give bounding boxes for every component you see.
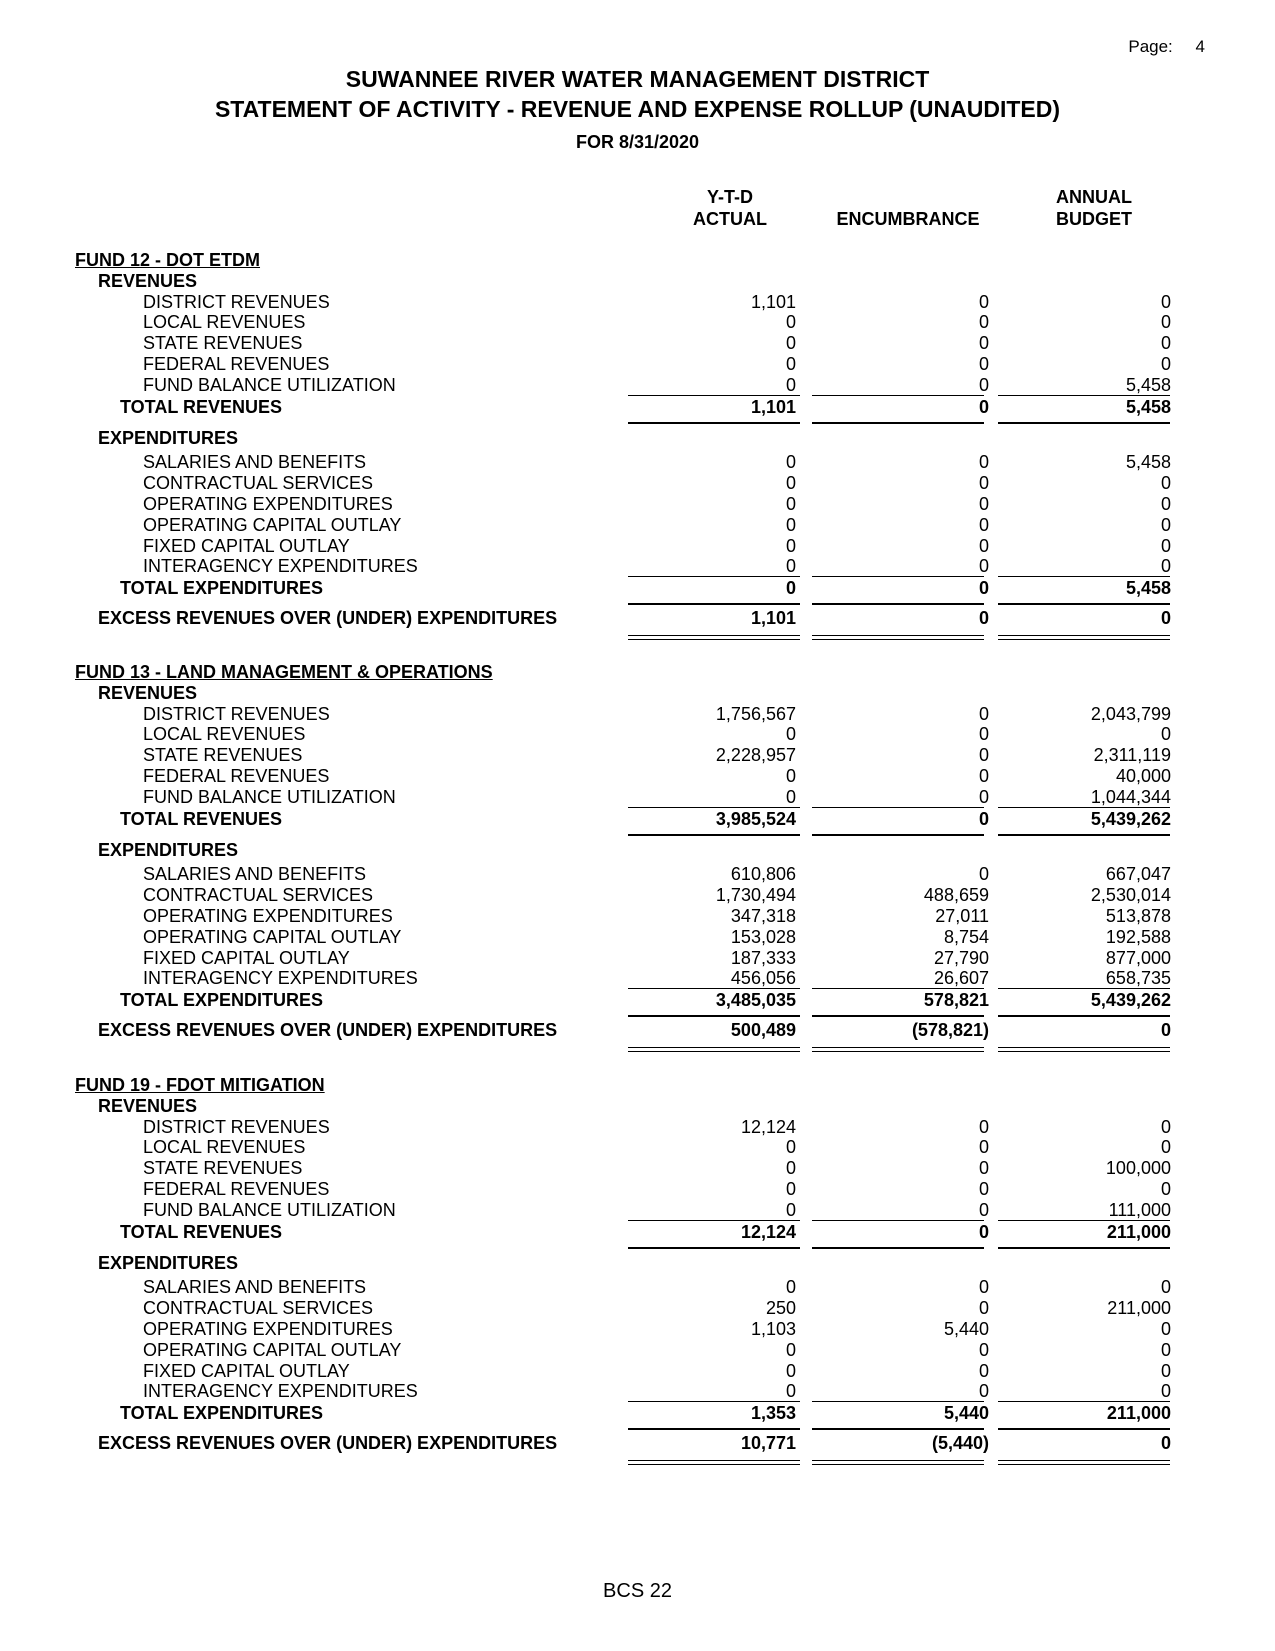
fund-heading (0, 250, 1275, 271)
annual-budget-value: 0 (1160, 333, 1171, 354)
total-expenditures-row (0, 990, 1275, 1011)
expenditure-row (0, 1298, 1275, 1319)
expenditure-row (0, 1381, 1275, 1402)
expenditure-row (0, 473, 1275, 494)
revenue-row-label: LOCAL REVENUES (143, 1137, 306, 1158)
revenue-row (0, 354, 1275, 375)
encumbrance-value: (578,821) (911, 1020, 989, 1041)
underline-rule (628, 1220, 800, 1221)
ytd-actual-value: 10,771 (740, 1433, 796, 1454)
expenditures-heading (0, 840, 1275, 861)
annual-budget-value: 5,458 (1125, 396, 1171, 417)
encumbrance-value: 488,659 (923, 885, 989, 906)
annual-budget-value: 5,458 (1125, 578, 1171, 599)
encumbrance-value: 0 (978, 1277, 989, 1298)
annual-budget-value: 0 (1160, 1179, 1171, 1199)
annual-budget-value: 0 (1160, 724, 1171, 745)
annual-budget-value: 0 (1160, 1116, 1171, 1137)
excess-revenues-row-label: EXCESS REVENUES OVER (UNDER) EXPENDITURES (98, 1020, 558, 1041)
expenditure-row (0, 515, 1275, 536)
ytd-actual-value: 0 (785, 333, 796, 354)
annual-budget-value: 211,000 (1106, 1403, 1171, 1424)
column-header-budget-line1: ANNUAL (1056, 187, 1132, 207)
encumbrance-value: 0 (978, 608, 989, 629)
ytd-actual-value: 0 (785, 786, 796, 807)
ytd-actual-value: 187,333 (730, 947, 796, 968)
column-header-ytd-line2: ACTUAL (693, 209, 767, 229)
annual-budget-value: 5,439,262 (1090, 808, 1171, 829)
total-expenditures-row-label: TOTAL EXPENDITURES (120, 990, 324, 1011)
underline-rule (628, 1015, 800, 1017)
total-revenues-row-label: TOTAL REVENUES (120, 396, 283, 417)
ytd-actual-value: 0 (785, 452, 796, 473)
underline-rule (998, 988, 1170, 989)
encumbrance-value: 0 (978, 333, 989, 354)
underline-rule (812, 807, 984, 808)
annual-budget-value: 0 (1160, 608, 1171, 629)
underline-rule (998, 1460, 1170, 1461)
encumbrance-value: 0 (978, 556, 989, 577)
excess-revenues-row-label: EXCESS REVENUES OVER (UNDER) EXPENDITURES (98, 1433, 558, 1454)
column-header-enc-line2: ENCUMBRANCE (836, 209, 980, 229)
revenue-row-label: DISTRICT REVENUES (143, 291, 330, 312)
underline-rule (812, 422, 984, 424)
underline-rule (998, 807, 1170, 808)
annual-budget-value: 1,044,344 (1090, 786, 1171, 807)
report-subtitle: STATEMENT OF ACTIVITY - REVENUE AND EXPENSE ROLLUP (UNAUDITED) (214, 96, 1061, 122)
underline-rule (998, 1047, 1170, 1048)
encumbrance-value: 0 (978, 1179, 989, 1199)
annual-budget-value: 111,000 (1108, 1199, 1171, 1220)
encumbrance-value: 0 (978, 1199, 989, 1220)
excess-revenues-row (0, 1433, 1275, 1454)
expenditure-row-label: INTERAGENCY EXPENDITURES (143, 556, 418, 577)
total-revenues-row (0, 809, 1275, 830)
report-date: FOR 8/31/2020 (575, 132, 700, 152)
revenue-row-label: FEDERAL REVENUES (143, 354, 330, 374)
revenue-row-label: LOCAL REVENUES (143, 724, 306, 745)
underline-rule (812, 639, 984, 640)
encumbrance-value: 0 (978, 312, 989, 333)
underline-rule (998, 1401, 1170, 1402)
underline-rule (998, 422, 1170, 424)
expenditures-heading (0, 1253, 1275, 1274)
ytd-actual-value: 0 (785, 354, 796, 374)
underline-rule (812, 395, 984, 396)
ytd-actual-value: 0 (785, 556, 796, 577)
total-expenditures-row-label: TOTAL EXPENDITURES (120, 1403, 324, 1424)
revenue-row (0, 745, 1275, 766)
encumbrance-value: 27,790 (933, 947, 989, 968)
expenditure-row (0, 536, 1275, 557)
encumbrance-value: 27,011 (935, 906, 989, 926)
annual-budget-value: 0 (1160, 473, 1171, 494)
fund-heading-label: FUND 13 - LAND MANAGEMENT & OPERATIONS (75, 662, 493, 682)
underline-rule (812, 1464, 984, 1465)
revenue-row (0, 333, 1275, 354)
underline-rule (628, 988, 800, 989)
expenditure-row-label: INTERAGENCY EXPENDITURES (143, 1381, 418, 1402)
expenditure-row-label: FIXED CAPITAL OUTLAY (143, 1360, 350, 1381)
annual-budget-value: 211,000 (1107, 1298, 1171, 1319)
underline-rule (998, 1220, 1170, 1221)
underline-rule (998, 635, 1170, 636)
underline-rule (628, 422, 800, 424)
revenue-row (0, 724, 1275, 745)
ytd-actual-value: 0 (785, 766, 796, 786)
expenditure-row (0, 452, 1275, 473)
underline-rule (998, 603, 1170, 605)
fund-heading (0, 1075, 1275, 1096)
ytd-actual-value: 500,489 (730, 1020, 796, 1041)
underline-rule (998, 639, 1170, 640)
ytd-actual-value: 0 (785, 535, 796, 556)
ytd-actual-value: 610,806 (730, 864, 796, 885)
expenditure-row (0, 1361, 1275, 1382)
annual-budget-value: 192,588 (1105, 926, 1171, 947)
expenditure-row-label: OPERATING EXPENDITURES (143, 494, 393, 514)
page-label: Page: (1128, 37, 1173, 56)
annual-budget-value: 5,458 (1125, 374, 1171, 395)
ytd-actual-value: 3,485,035 (715, 990, 796, 1011)
ytd-actual-value: 1,756,567 (715, 703, 796, 724)
expenditure-row (0, 1340, 1275, 1361)
total-expenditures-row (0, 1403, 1275, 1424)
expenditure-row (0, 1319, 1275, 1340)
revenue-row (0, 766, 1275, 787)
encumbrance-value: 0 (978, 535, 989, 556)
ytd-actual-value: 0 (785, 1199, 796, 1220)
underline-rule (628, 1464, 800, 1465)
ytd-actual-value: 0 (785, 1360, 796, 1381)
underline-rule (628, 395, 800, 396)
annual-budget-value: 877,000 (1105, 947, 1171, 968)
revenue-row (0, 312, 1275, 333)
expenditure-row-label: CONTRACTUAL SERVICES (143, 1298, 374, 1319)
revenues-heading (0, 271, 1275, 292)
encumbrance-value: 0 (978, 578, 989, 599)
fund-heading (0, 662, 1275, 683)
revenue-row-label: FUND BALANCE UTILIZATION (143, 786, 396, 807)
encumbrance-value: 0 (978, 1137, 989, 1158)
total-revenues-row-label: TOTAL REVENUES (120, 1221, 283, 1242)
underline-rule (812, 1047, 984, 1048)
ytd-actual-value: 0 (785, 1137, 796, 1158)
encumbrance-value: 0 (978, 494, 989, 514)
revenue-row (0, 1117, 1275, 1138)
underline-rule (628, 635, 800, 636)
ytd-actual-value: 347,318 (730, 906, 796, 926)
expenditure-row-label: OPERATING CAPITAL OUTLAY (143, 926, 402, 947)
ytd-actual-value: 0 (785, 1339, 796, 1360)
ytd-actual-value: 0 (785, 312, 796, 333)
encumbrance-value: 0 (978, 786, 989, 807)
revenue-row-label: FUND BALANCE UTILIZATION (143, 374, 396, 395)
annual-budget-value: 0 (1160, 1339, 1171, 1360)
ytd-actual-value: 0 (785, 473, 796, 494)
encumbrance-value: (5,440) (931, 1433, 989, 1454)
underline-rule (812, 1460, 984, 1461)
total-expenditures-row (0, 578, 1275, 599)
expenditure-row-label: OPERATING EXPENDITURES (143, 1319, 393, 1339)
underline-rule (628, 1460, 800, 1461)
annual-budget-value: 0 (1160, 1137, 1171, 1158)
expenditure-row-label: CONTRACTUAL SERVICES (143, 885, 374, 906)
ytd-actual-value: 0 (785, 1381, 796, 1402)
encumbrance-value: 8,754 (943, 926, 989, 947)
encumbrance-value: 0 (978, 1339, 989, 1360)
revenues-heading-label: REVENUES (98, 682, 198, 703)
underline-rule (812, 1428, 984, 1430)
ytd-actual-value: 12,124 (740, 1221, 796, 1242)
revenue-row-label: STATE REVENUES (143, 1158, 303, 1179)
expenditure-row-label: OPERATING CAPITAL OUTLAY (143, 1339, 402, 1360)
expenditure-row-label: FIXED CAPITAL OUTLAY (143, 947, 350, 968)
annual-budget-value: 0 (1160, 556, 1171, 577)
annual-budget-value: 100,000 (1105, 1158, 1171, 1179)
ytd-actual-value: 456,056 (730, 968, 796, 989)
total-revenues-row (0, 1222, 1275, 1243)
expenditures-heading (0, 428, 1275, 449)
expenditure-row-label: OPERATING CAPITAL OUTLAY (143, 514, 402, 535)
annual-budget-value: 0 (1160, 1433, 1171, 1454)
encumbrance-value: 26,607 (933, 968, 989, 989)
ytd-actual-value: 1,101 (750, 396, 796, 417)
ytd-actual-value: 0 (785, 1179, 796, 1199)
encumbrance-value: 0 (978, 1381, 989, 1402)
encumbrance-value: 0 (978, 354, 989, 374)
revenue-row-label: STATE REVENUES (143, 333, 303, 354)
encumbrance-value: 0 (978, 766, 989, 786)
page-value: 4 (1195, 37, 1205, 56)
annual-budget-value: 40,000 (1115, 766, 1171, 786)
underline-rule (812, 1220, 984, 1221)
encumbrance-value: 5,440 (943, 1403, 989, 1424)
expenditure-row-label: CONTRACTUAL SERVICES (143, 473, 374, 494)
expenditure-row-label: SALARIES AND BENEFITS (143, 864, 367, 885)
encumbrance-value: 0 (978, 808, 989, 829)
ytd-actual-value: 0 (785, 494, 796, 514)
annual-budget-value: 2,311,119 (1093, 745, 1171, 766)
ytd-actual-value: 0 (785, 1277, 796, 1298)
encumbrance-value: 0 (978, 1221, 989, 1242)
encumbrance-value: 0 (978, 291, 989, 312)
annual-budget-value: 513,878 (1105, 906, 1171, 926)
expenditure-row-label: SALARIES AND BENEFITS (143, 1277, 367, 1298)
total-revenues-row-label: TOTAL REVENUES (120, 808, 283, 829)
encumbrance-value: 0 (978, 1158, 989, 1179)
annual-budget-value: 0 (1160, 535, 1171, 556)
underline-rule (628, 1247, 800, 1249)
ytd-actual-value: 2,228,957 (715, 745, 796, 766)
ytd-actual-value: 12,124 (740, 1116, 796, 1137)
underline-rule (812, 576, 984, 577)
encumbrance-value: 0 (978, 374, 989, 395)
expenditure-row (0, 864, 1275, 885)
expenditure-row (0, 927, 1275, 948)
expenditures-heading-label: EXPENDITURES (98, 1252, 239, 1273)
expenditure-row (0, 968, 1275, 989)
revenue-row-label: FUND BALANCE UTILIZATION (143, 1199, 396, 1220)
total-revenues-row (0, 397, 1275, 418)
encumbrance-value: 5,440 (943, 1319, 989, 1339)
underline-rule (812, 635, 984, 636)
underline-rule (628, 807, 800, 808)
revenue-row-label: DISTRICT REVENUES (143, 703, 330, 724)
ytd-actual-value: 1,101 (750, 608, 796, 629)
encumbrance-value: 0 (978, 1298, 989, 1319)
underline-rule (628, 603, 800, 605)
fund-heading-label: FUND 12 - DOT ETDM (75, 250, 261, 270)
underline-rule (998, 834, 1170, 836)
underline-rule (998, 1051, 1170, 1052)
underline-rule (998, 1428, 1170, 1430)
expenditure-row (0, 1277, 1275, 1298)
annual-budget-value: 0 (1160, 312, 1171, 333)
expenditures-heading-label: EXPENDITURES (98, 839, 239, 860)
annual-budget-value: 5,458 (1125, 452, 1171, 473)
annual-budget-value: 0 (1160, 1319, 1171, 1339)
fund-heading-label: FUND 19 - FDOT MITIGATION (75, 1075, 325, 1095)
underline-rule (998, 576, 1170, 577)
revenue-row-label: LOCAL REVENUES (143, 312, 306, 333)
underline-rule (812, 834, 984, 836)
annual-budget-value: 0 (1160, 354, 1171, 374)
excess-revenues-row (0, 608, 1275, 629)
ytd-actual-value: 1,101 (750, 291, 796, 312)
underline-rule (812, 1247, 984, 1249)
underline-rule (628, 1428, 800, 1430)
revenue-row (0, 1200, 1275, 1221)
underline-rule (812, 603, 984, 605)
revenues-heading (0, 1096, 1275, 1117)
expenditure-row-label: FIXED CAPITAL OUTLAY (143, 535, 350, 556)
annual-budget-value: 0 (1160, 494, 1171, 514)
ytd-actual-value: 0 (785, 514, 796, 535)
ytd-actual-value: 0 (785, 1158, 796, 1179)
revenue-row (0, 1158, 1275, 1179)
underline-rule (998, 1247, 1170, 1249)
expenditure-row-label: INTERAGENCY EXPENDITURES (143, 968, 418, 989)
ytd-actual-value: 1,730,494 (715, 885, 796, 906)
underline-rule (628, 576, 800, 577)
expenditure-row-label: OPERATING EXPENDITURES (143, 906, 393, 926)
column-header-budget-line2: BUDGET (1056, 209, 1132, 229)
encumbrance-value: 0 (978, 1360, 989, 1381)
underline-rule (998, 395, 1170, 396)
underline-rule (998, 1015, 1170, 1017)
revenue-row-label: FEDERAL REVENUES (143, 1179, 330, 1199)
total-expenditures-row-label: TOTAL EXPENDITURES (120, 578, 324, 599)
revenue-row (0, 787, 1275, 808)
revenue-row (0, 704, 1275, 725)
ytd-actual-value: 0 (785, 724, 796, 745)
annual-budget-value: 2,530,014 (1090, 885, 1171, 906)
underline-rule (998, 1464, 1170, 1465)
revenue-row (0, 1179, 1275, 1200)
excess-revenues-row (0, 1020, 1275, 1041)
annual-budget-value: 0 (1160, 514, 1171, 535)
excess-revenues-row-label: EXCESS REVENUES OVER (UNDER) EXPENDITURES (98, 608, 558, 629)
underline-rule (812, 1401, 984, 1402)
revenue-row (0, 292, 1275, 313)
page-footer: BCS 22 (603, 1580, 672, 1602)
report-title: SUWANNEE RIVER WATER MANAGEMENT DISTRICT (345, 66, 930, 92)
annual-budget-value: 667,047 (1105, 864, 1171, 885)
expenditure-row (0, 885, 1275, 906)
underline-rule (812, 1051, 984, 1052)
revenue-row-label: DISTRICT REVENUES (143, 1116, 330, 1137)
encumbrance-value: 0 (978, 864, 989, 885)
underline-rule (628, 1051, 800, 1052)
ytd-actual-value: 250 (765, 1298, 796, 1319)
underline-rule (628, 834, 800, 836)
expenditure-row (0, 948, 1275, 969)
expenditures-heading-label: EXPENDITURES (98, 427, 239, 448)
ytd-actual-value: 3,985,524 (715, 808, 796, 829)
ytd-actual-value: 1,103 (750, 1319, 796, 1339)
annual-budget-value: 211,000 (1106, 1221, 1171, 1242)
revenue-row (0, 375, 1275, 396)
encumbrance-value: 0 (978, 473, 989, 494)
underline-rule (812, 988, 984, 989)
expenditure-row-label: SALARIES AND BENEFITS (143, 452, 367, 473)
underline-rule (628, 1401, 800, 1402)
expenditure-row (0, 556, 1275, 577)
underline-rule (628, 1047, 800, 1048)
revenues-heading-label: REVENUES (98, 1095, 198, 1116)
encumbrance-value: 0 (978, 1116, 989, 1137)
revenues-heading (0, 683, 1275, 704)
encumbrance-value: 578,821 (923, 990, 989, 1011)
revenue-row-label: STATE REVENUES (143, 745, 303, 766)
revenue-row (0, 1137, 1275, 1158)
revenues-heading-label: REVENUES (98, 270, 198, 291)
annual-budget-value: 0 (1160, 1020, 1171, 1041)
ytd-actual-value: 0 (785, 578, 796, 599)
encumbrance-value: 0 (978, 514, 989, 535)
ytd-actual-value: 153,028 (730, 926, 796, 947)
encumbrance-value: 0 (978, 745, 989, 766)
annual-budget-value: 0 (1160, 1381, 1171, 1402)
underline-rule (628, 639, 800, 640)
expenditure-row (0, 494, 1275, 515)
annual-budget-value: 0 (1160, 291, 1171, 312)
ytd-actual-value: 0 (785, 374, 796, 395)
encumbrance-value: 0 (978, 703, 989, 724)
annual-budget-value: 2,043,799 (1090, 703, 1171, 724)
expenditure-row (0, 906, 1275, 927)
annual-budget-value: 0 (1160, 1360, 1171, 1381)
revenue-row-label: FEDERAL REVENUES (143, 766, 330, 786)
encumbrance-value: 0 (978, 452, 989, 473)
underline-rule (812, 1015, 984, 1017)
encumbrance-value: 0 (978, 396, 989, 417)
annual-budget-value: 0 (1160, 1277, 1171, 1298)
ytd-actual-value: 1,353 (750, 1403, 796, 1424)
annual-budget-value: 658,735 (1105, 968, 1171, 989)
encumbrance-value: 0 (978, 724, 989, 745)
column-header-ytd-line1: Y-T-D (706, 187, 753, 207)
annual-budget-value: 5,439,262 (1090, 990, 1171, 1011)
